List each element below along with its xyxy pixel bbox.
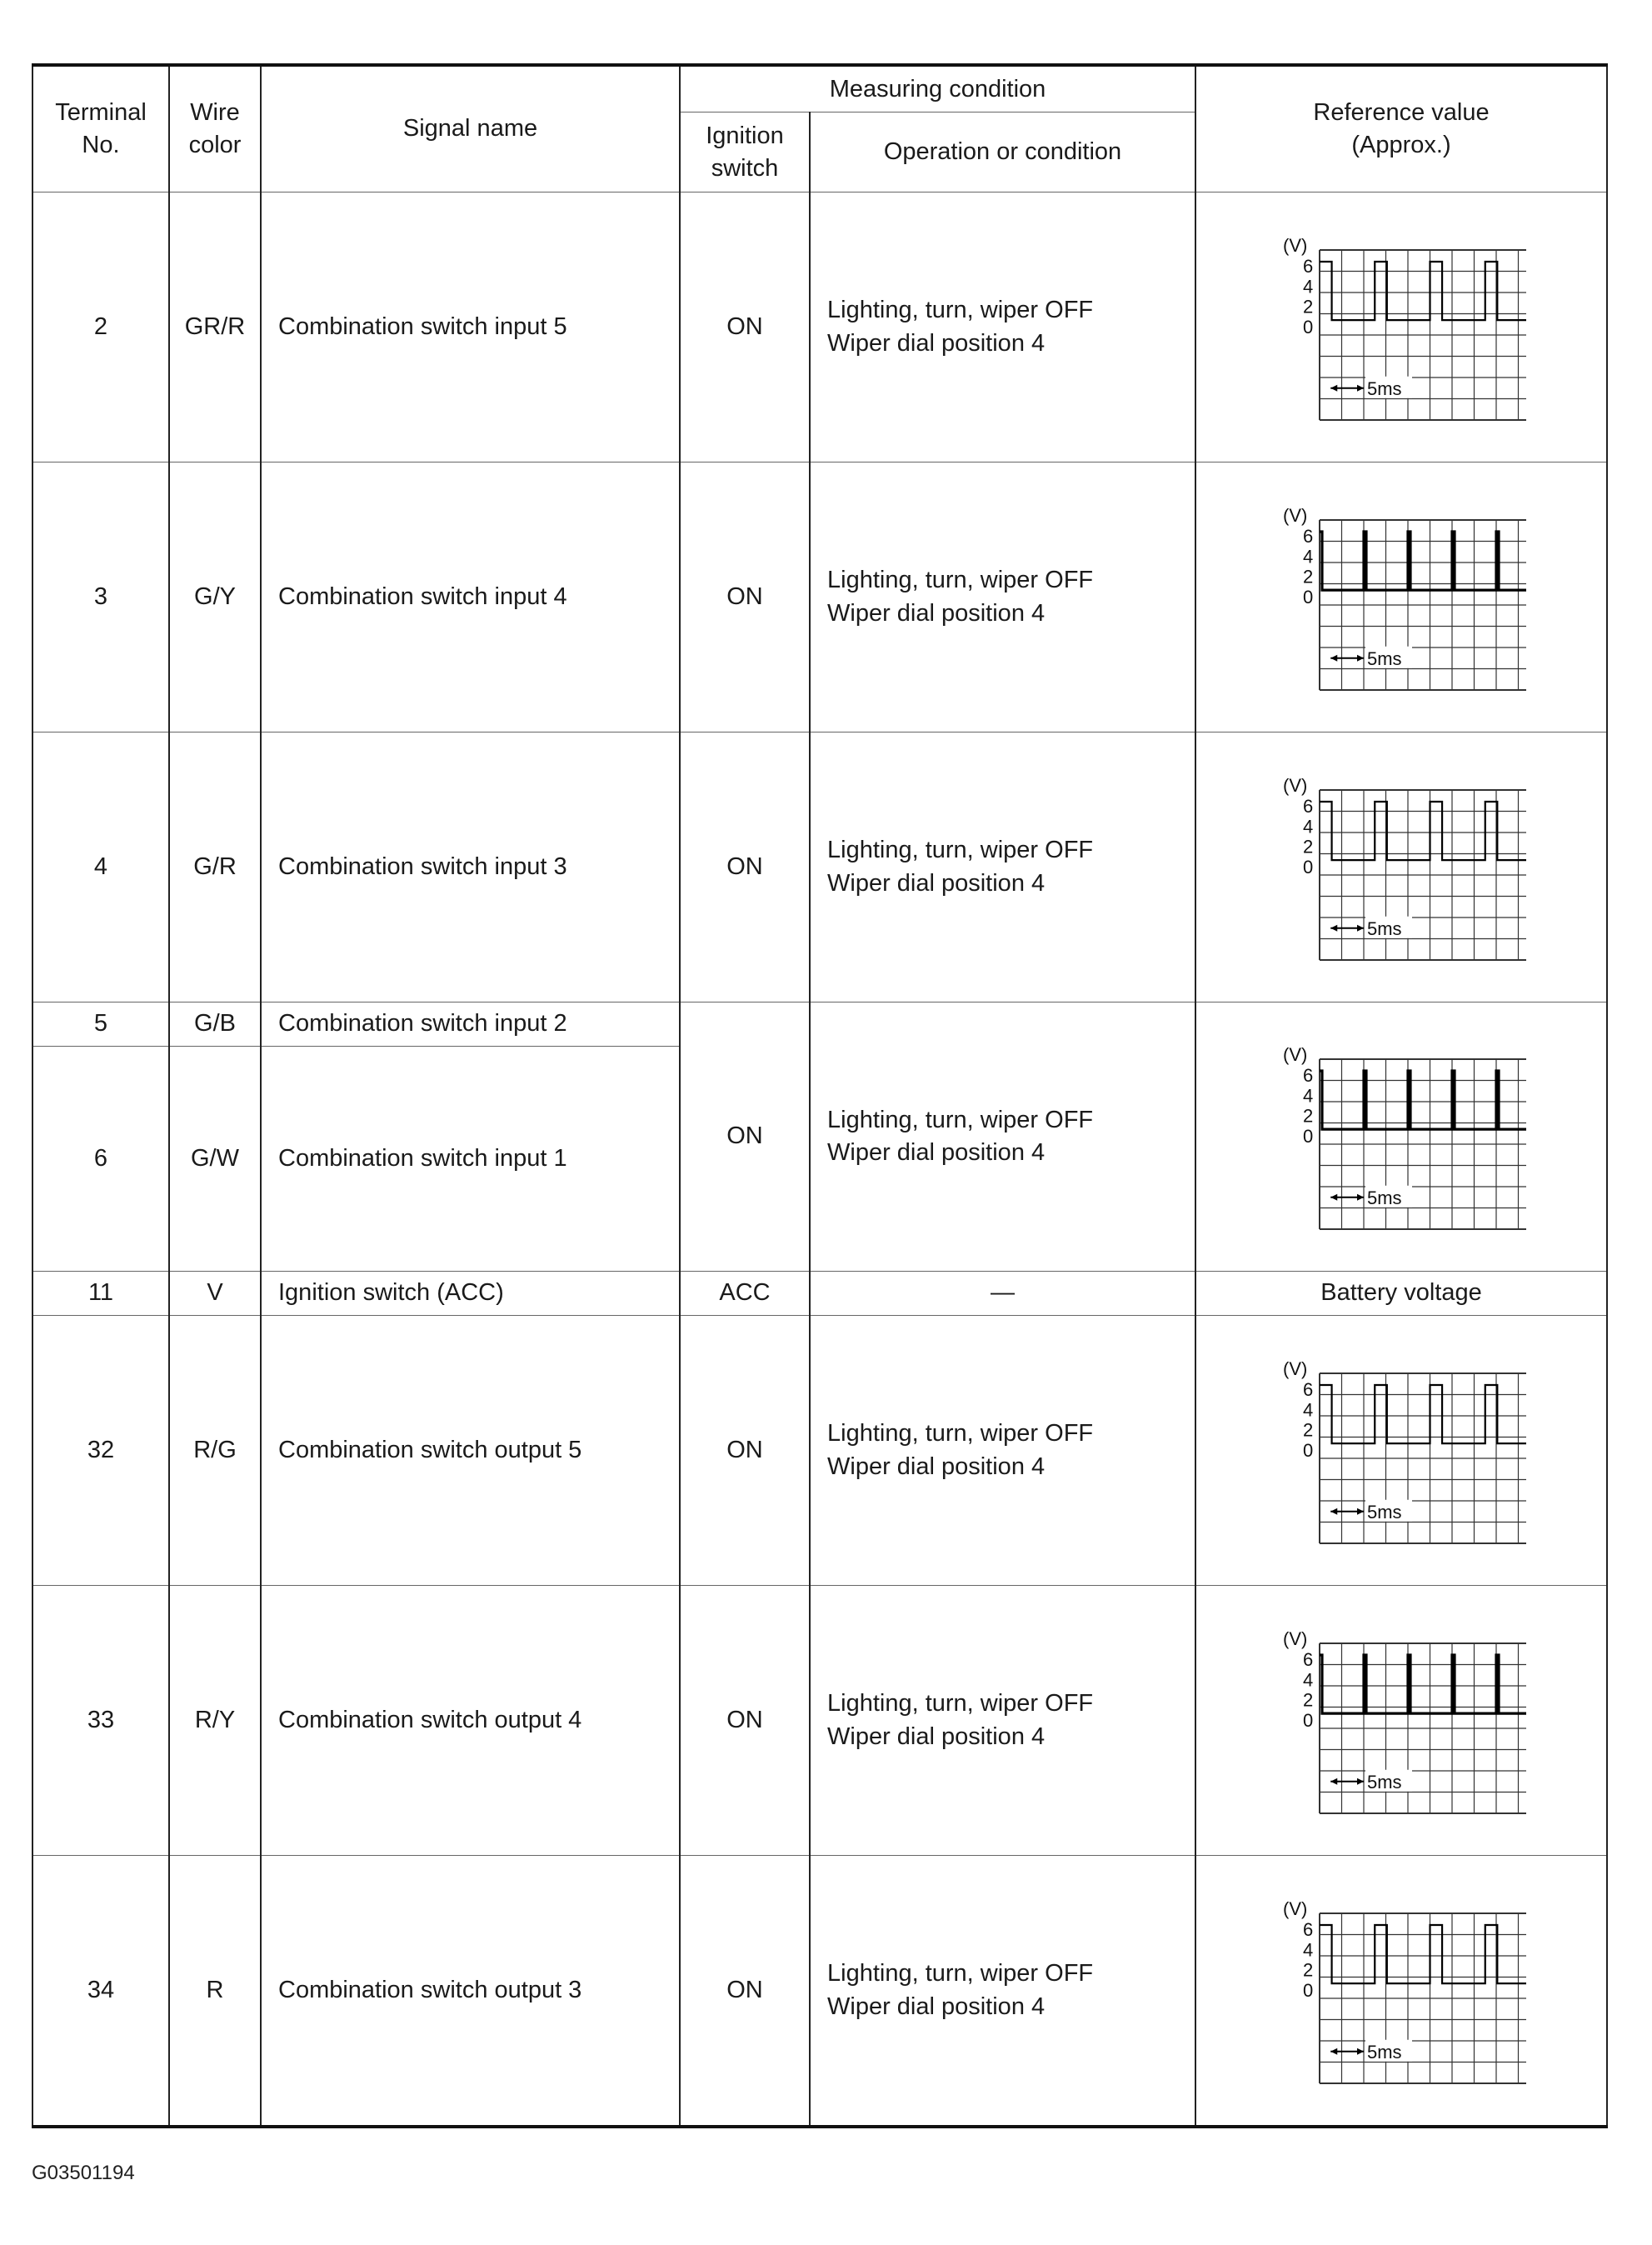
scope-y-tick: 2 <box>1303 296 1314 318</box>
scope-y-tick: 2 <box>1303 1419 1314 1441</box>
scope-y-tick: 2 <box>1303 1689 1314 1711</box>
ignition-state: ACC <box>680 1272 810 1316</box>
scope-grid <box>1320 250 1526 420</box>
oscilloscope-waveform <box>1276 1623 1526 1818</box>
scope-y-tick: 4 <box>1303 1398 1314 1420</box>
reference-waveform-cell <box>1195 1316 1607 1586</box>
terminal-number: 34 <box>32 1856 169 2128</box>
time-arrow <box>1330 2048 1364 2054</box>
oscilloscope-svg <box>1276 770 1526 965</box>
time-arrow <box>1330 384 1364 391</box>
ignition-state: ON <box>680 1316 810 1586</box>
table-row <box>32 192 1607 462</box>
ignition-state: ON <box>680 1586 810 1856</box>
header-terminal-no: Terminal No. <box>32 65 169 192</box>
oscilloscope-waveform <box>1276 1353 1526 1548</box>
reference-waveform-cell <box>1195 1002 1607 1272</box>
time-arrow <box>1330 1778 1364 1784</box>
scope-trace <box>1320 532 1526 590</box>
header-ignition-switch: Ignition switch <box>680 112 810 192</box>
reference-waveform-cell <box>1195 1586 1607 1856</box>
scope-trace <box>1320 1071 1526 1129</box>
oscilloscope-waveform <box>1276 500 1526 695</box>
scope-y-tick: 4 <box>1303 1938 1314 1960</box>
scope-y-tick: 0 <box>1303 856 1314 878</box>
scope-unit-label: (V) <box>1283 1358 1308 1379</box>
scope-y-tick: 4 <box>1303 545 1314 567</box>
scope-y-tick: 0 <box>1303 1979 1314 2001</box>
reference-waveform-cell <box>1195 462 1607 732</box>
scope-time-label: 5ms <box>1367 1187 1402 1208</box>
ignition-state: ON <box>680 1002 810 1272</box>
wire-color: G/Y <box>169 462 261 732</box>
scope-trace <box>1320 1655 1526 1713</box>
scope-trace <box>1320 262 1526 320</box>
operation-condition <box>810 192 1195 462</box>
table-row <box>32 1316 1607 1586</box>
terminal-number: 33 <box>32 1586 169 1856</box>
scope-trace <box>1320 802 1526 860</box>
scope-time-label: 5ms <box>1367 2041 1402 2062</box>
oscilloscope-waveform <box>1276 770 1526 965</box>
signal-name: Combination switch input 2 <box>261 1002 680 1047</box>
operation-line-2: Wiper dial position 4 <box>827 1452 1046 1480</box>
scope-y-tick: 6 <box>1303 1648 1314 1670</box>
operation-condition <box>810 1316 1195 1586</box>
header-wire-color: Wire color <box>169 65 261 192</box>
oscilloscope-svg <box>1276 1893 1526 2088</box>
time-arrow <box>1330 924 1364 931</box>
terminal-number: 6 <box>32 1047 169 1272</box>
reference-waveform-cell <box>1195 1856 1607 2128</box>
scope-grid <box>1320 790 1526 960</box>
signal-name: Combination switch input 3 <box>261 732 680 1002</box>
wire-color: V <box>169 1272 261 1316</box>
table-row <box>32 1586 1607 1856</box>
signal-name: Ignition switch (ACC) <box>261 1272 680 1316</box>
header-reference-value: Reference value (Approx.) <box>1195 65 1607 192</box>
scope-time-label: 5ms <box>1367 1771 1402 1792</box>
operation-line-1: Lighting, turn, wiper OFF <box>827 1420 1094 1448</box>
scope-unit-label: (V) <box>1283 234 1308 256</box>
time-arrow <box>1330 1194 1364 1201</box>
table-row <box>32 1856 1607 2128</box>
operation-line-2: Wiper dial position 4 <box>827 1139 1046 1166</box>
reference-waveform-cell <box>1195 192 1607 462</box>
time-arrow <box>1330 1508 1364 1514</box>
operation-condition <box>810 1586 1195 1856</box>
scope-trace <box>1320 1925 1526 1983</box>
terminal-number: 3 <box>32 462 169 732</box>
header-measuring-condition: Measuring condition <box>680 65 1195 112</box>
ignition-state: ON <box>680 192 810 462</box>
scope-y-tick: 4 <box>1303 815 1314 837</box>
scope-y-tick: 0 <box>1303 1439 1314 1461</box>
scope-y-tick: 4 <box>1303 1085 1314 1107</box>
scope-y-tick: 4 <box>1303 1668 1314 1690</box>
wire-color: G/R <box>169 732 261 1002</box>
operation-line-1: Lighting, turn, wiper OFF <box>827 837 1094 864</box>
operation-line-2: Wiper dial position 4 <box>827 329 1046 357</box>
scope-time-label: 5ms <box>1367 1501 1402 1522</box>
signal-name: Combination switch output 3 <box>261 1856 680 2128</box>
operation-condition: — <box>810 1272 1195 1316</box>
scope-y-tick: 6 <box>1303 795 1314 817</box>
scope-y-tick: 0 <box>1303 586 1314 608</box>
time-arrow <box>1330 654 1364 661</box>
scope-y-tick: 6 <box>1303 1918 1314 1940</box>
scope-y-tick: 0 <box>1303 1125 1314 1147</box>
table-row <box>32 1272 1607 1316</box>
wire-color: G/B <box>169 1002 261 1047</box>
oscilloscope-svg <box>1276 1039 1526 1234</box>
ignition-state: ON <box>680 1856 810 2128</box>
terminal-number: 5 <box>32 1002 169 1047</box>
scope-y-tick: 2 <box>1303 1959 1314 1981</box>
ignition-state: ON <box>680 462 810 732</box>
operation-line-1: Lighting, turn, wiper OFF <box>827 1690 1094 1718</box>
terminal-reference-table-wrap <box>32 63 1606 2128</box>
operation-condition <box>810 1002 1195 1272</box>
terminal-number: 4 <box>32 732 169 1002</box>
scope-unit-label: (V) <box>1283 1898 1308 1919</box>
scope-y-tick: 6 <box>1303 1065 1314 1087</box>
oscilloscope-svg <box>1276 1353 1526 1548</box>
oscilloscope-svg <box>1276 1623 1526 1818</box>
scope-y-tick: 2 <box>1303 1105 1314 1127</box>
table-row <box>32 462 1607 732</box>
scope-grid <box>1320 1913 1526 2083</box>
scope-time-label: 5ms <box>1367 918 1402 939</box>
signal-name: Combination switch output 4 <box>261 1586 680 1856</box>
oscilloscope-svg <box>1276 230 1526 425</box>
wire-color: R/G <box>169 1316 261 1586</box>
operation-line-2: Wiper dial position 4 <box>827 1992 1046 2020</box>
scope-y-tick: 2 <box>1303 836 1314 858</box>
terminal-number: 2 <box>32 192 169 462</box>
oscilloscope-waveform <box>1276 1039 1526 1234</box>
operation-line-2: Wiper dial position 4 <box>827 599 1046 627</box>
terminal-reference-table <box>32 63 1608 2128</box>
ignition-state: ON <box>680 732 810 1002</box>
wire-color: R <box>169 1856 261 2128</box>
terminal-number: 11 <box>32 1272 169 1316</box>
scope-y-tick: 4 <box>1303 275 1314 297</box>
signal-name: Combination switch output 5 <box>261 1316 680 1586</box>
scope-y-tick: 6 <box>1303 525 1314 547</box>
operation-condition <box>810 1856 1195 2128</box>
wire-color: R/Y <box>169 1586 261 1856</box>
operation-condition <box>810 462 1195 732</box>
operation-line-1: Lighting, turn, wiper OFF <box>827 567 1094 594</box>
wire-color: G/W <box>169 1047 261 1272</box>
scope-unit-label: (V) <box>1283 1044 1308 1065</box>
reference-waveform-cell <box>1195 732 1607 1002</box>
operation-line-1: Lighting, turn, wiper OFF <box>827 1106 1094 1133</box>
operation-condition <box>810 732 1195 1002</box>
scope-unit-label: (V) <box>1283 504 1308 526</box>
table-row <box>32 732 1607 1002</box>
scope-time-label: 5ms <box>1367 648 1402 669</box>
oscilloscope-waveform <box>1276 1893 1526 2088</box>
scope-y-tick: 0 <box>1303 1709 1314 1731</box>
header-signal-name: Signal name <box>261 65 680 192</box>
scope-unit-label: (V) <box>1283 1628 1308 1649</box>
header-operation: Operation or condition <box>810 112 1195 192</box>
operation-line-2: Wiper dial position 4 <box>827 869 1046 897</box>
signal-name: Combination switch input 5 <box>261 192 680 462</box>
signal-name: Combination switch input 4 <box>261 462 680 732</box>
figure-code: G03501194 <box>32 2162 135 2184</box>
signal-name: Combination switch input 1 <box>261 1047 680 1272</box>
wire-color: GR/R <box>169 192 261 462</box>
operation-line-1: Lighting, turn, wiper OFF <box>827 1960 1094 1988</box>
scope-y-tick: 0 <box>1303 316 1314 338</box>
operation-line-1: Lighting, turn, wiper OFF <box>827 297 1094 324</box>
scope-time-label: 5ms <box>1367 378 1402 399</box>
oscilloscope-svg <box>1276 500 1526 695</box>
scope-trace <box>1320 1385 1526 1443</box>
scope-y-tick: 6 <box>1303 1378 1314 1400</box>
scope-y-tick: 2 <box>1303 566 1314 588</box>
table-row <box>32 1002 1607 1047</box>
operation-line-2: Wiper dial position 4 <box>827 1722 1046 1750</box>
oscilloscope-waveform <box>1276 230 1526 425</box>
reference-value: Battery voltage <box>1195 1272 1607 1316</box>
scope-y-tick: 6 <box>1303 255 1314 277</box>
scope-grid <box>1320 1373 1526 1543</box>
scope-unit-label: (V) <box>1283 774 1308 796</box>
terminal-number: 32 <box>32 1316 169 1586</box>
